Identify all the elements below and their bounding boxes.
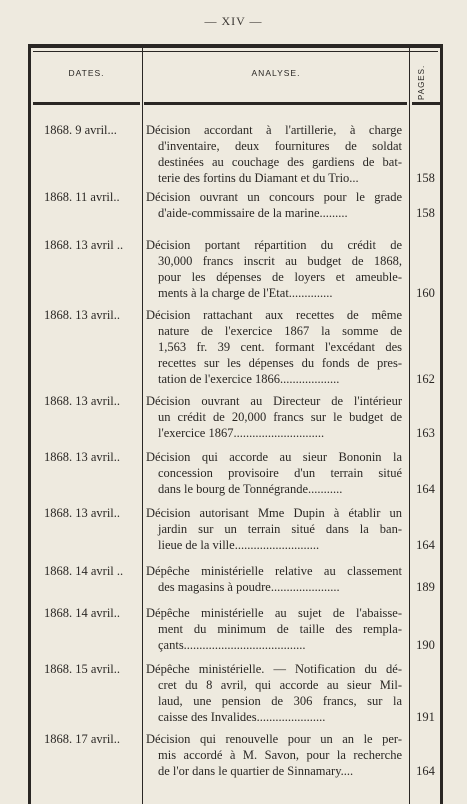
table-row (31, 189, 440, 237)
entry-page: 160 (416, 286, 435, 300)
table-row (31, 661, 440, 731)
entry-line: d'inventaire, deux fournitures de soldat (158, 139, 402, 153)
entry-line: concession provisoire d'un terrain situé (158, 466, 402, 480)
table-row (31, 605, 440, 661)
entry-page: 189 (416, 580, 435, 594)
entry-analysis (146, 122, 402, 186)
entry-date: 1868. 13 avril.. (44, 450, 121, 464)
entry-analysis (146, 393, 402, 441)
entry-analysis (146, 237, 402, 301)
header-rule-analyse (144, 102, 407, 105)
entry-line: 30,000 francs inscrit au budget de 1868, (158, 254, 402, 268)
entry-line: tation de l'exercice 1866................... (158, 372, 340, 386)
entry-page: 158 (416, 206, 435, 220)
entry-page: 162 (416, 372, 435, 386)
entry-line: Décision portant répartition du crédit de (146, 238, 402, 252)
entry-line: destinées au couchage des gardiens de bat- (158, 155, 402, 169)
entry-line: Décision autorisant Mme Dupin à établir un (146, 506, 402, 520)
entry-analysis (146, 449, 402, 497)
entry-line: Décision qui accorde au sieur Bononin la (146, 450, 402, 464)
table-row (31, 449, 440, 505)
entry-date: 1868. 9 avril... (44, 123, 117, 137)
header-dates: DATES. (68, 68, 105, 78)
entry-line: pour les dépenses de loyers et ameuble- (158, 270, 402, 284)
table-row (31, 563, 440, 605)
entry-analysis (146, 505, 402, 553)
entry-line: laud, une pension de 306 francs, sur la (158, 694, 402, 708)
entry-date: 1868. 14 avril .. (44, 564, 124, 578)
entry-line: ments à la charge de l'Etat.............. (158, 286, 333, 300)
entry-date: 1868. 13 avril.. (44, 506, 121, 520)
entry-analysis (146, 661, 402, 725)
entry-line: ment du minimum de taille des rempla- (158, 622, 402, 636)
entry-page: 164 (416, 538, 435, 552)
page-folio: — XIV — (204, 14, 263, 28)
entry-page: 191 (416, 710, 435, 724)
header-analyse: ANALYSE. (251, 68, 301, 78)
table-row (31, 731, 440, 783)
entry-date: 1868. 11 avril.. (44, 190, 120, 204)
entry-page: 164 (416, 764, 435, 778)
header-rule-pages (412, 102, 440, 105)
header-pages: PAGES. (417, 64, 426, 100)
entry-line: l'exercice 1867............................. (158, 426, 325, 440)
entry-page: 163 (416, 426, 435, 440)
table-row (31, 237, 440, 307)
entry-analysis (146, 307, 402, 387)
entry-line: çants....................................... (158, 638, 306, 652)
entry-line: nature de l'exercice 1867 la somme de (158, 324, 402, 338)
entry-analysis (146, 189, 402, 221)
entry-line: un crédit de 20,000 francs sur le budget de (158, 410, 402, 424)
table-row (31, 393, 440, 449)
entry-line: dans le bourg de Tonnégrande........... (158, 482, 343, 496)
entry-line: des magasins à poudre...................... (158, 580, 340, 594)
entry-line: d'aide-commissaire de la marine......... (158, 206, 348, 220)
entry-line: jardin sur un terrain situé dans la ban- (158, 522, 402, 536)
entry-date: 1868. 13 avril .. (44, 238, 124, 252)
entry-analysis (146, 731, 402, 779)
entry-page: 190 (416, 638, 435, 652)
entry-line: lieue de la ville........................... (158, 538, 320, 552)
entry-date: 1868. 14 avril.. (44, 606, 121, 620)
entry-analysis (146, 563, 402, 595)
entry-date: 1868. 13 avril.. (44, 308, 121, 322)
entry-line: Dépêche ministérielle. — Notification du dé- (146, 662, 402, 676)
entry-analysis (146, 605, 402, 653)
table-row (31, 307, 440, 393)
entry-line: Décision qui renouvelle pour un an le per- (146, 732, 402, 746)
entry-date: 1868. 15 avril.. (44, 662, 121, 676)
entries-list (31, 122, 440, 783)
entry-line: cret du 8 avril, qui accorde au sieur Mil- (158, 678, 402, 692)
entry-page: 164 (416, 482, 435, 496)
entry-line: Décision ouvrant un concours pour le grade (146, 190, 402, 204)
entry-line: terie des fortins du Diamant et du Trio... (158, 171, 359, 185)
entry-page: 158 (416, 171, 435, 185)
entry-line: mis accordé à M. Savon, pour la recherche (158, 748, 402, 762)
entry-line: de l'or dans le quartier de Sinnamary.... (158, 764, 354, 778)
entry-date: 1868. 13 avril.. (44, 394, 121, 408)
table-row (31, 505, 440, 563)
entry-line: caisse des Invalides...................... (158, 710, 326, 724)
entry-line: 1,563 fr. 39 cent. formant l'excédant des (158, 340, 402, 354)
entry-line: Dépêche ministérielle au sujet de l'abaisse- (146, 606, 402, 620)
entry-line: Décision accordant à l'artillerie, à charge (146, 123, 402, 137)
entry-line: Dépêche ministérielle relative au classement (146, 564, 402, 578)
entry-date: 1868. 17 avril.. (44, 732, 121, 746)
table-frame (28, 44, 443, 804)
entry-line: Décision rattachant aux recettes de même (146, 308, 402, 322)
table-row (31, 122, 440, 186)
header-rule-dates (33, 102, 140, 105)
entry-line: Décision ouvrant au Directeur de l'intérieur (146, 394, 402, 408)
entry-line: recettes sur les dépenses du fonds de pres- (158, 356, 402, 370)
